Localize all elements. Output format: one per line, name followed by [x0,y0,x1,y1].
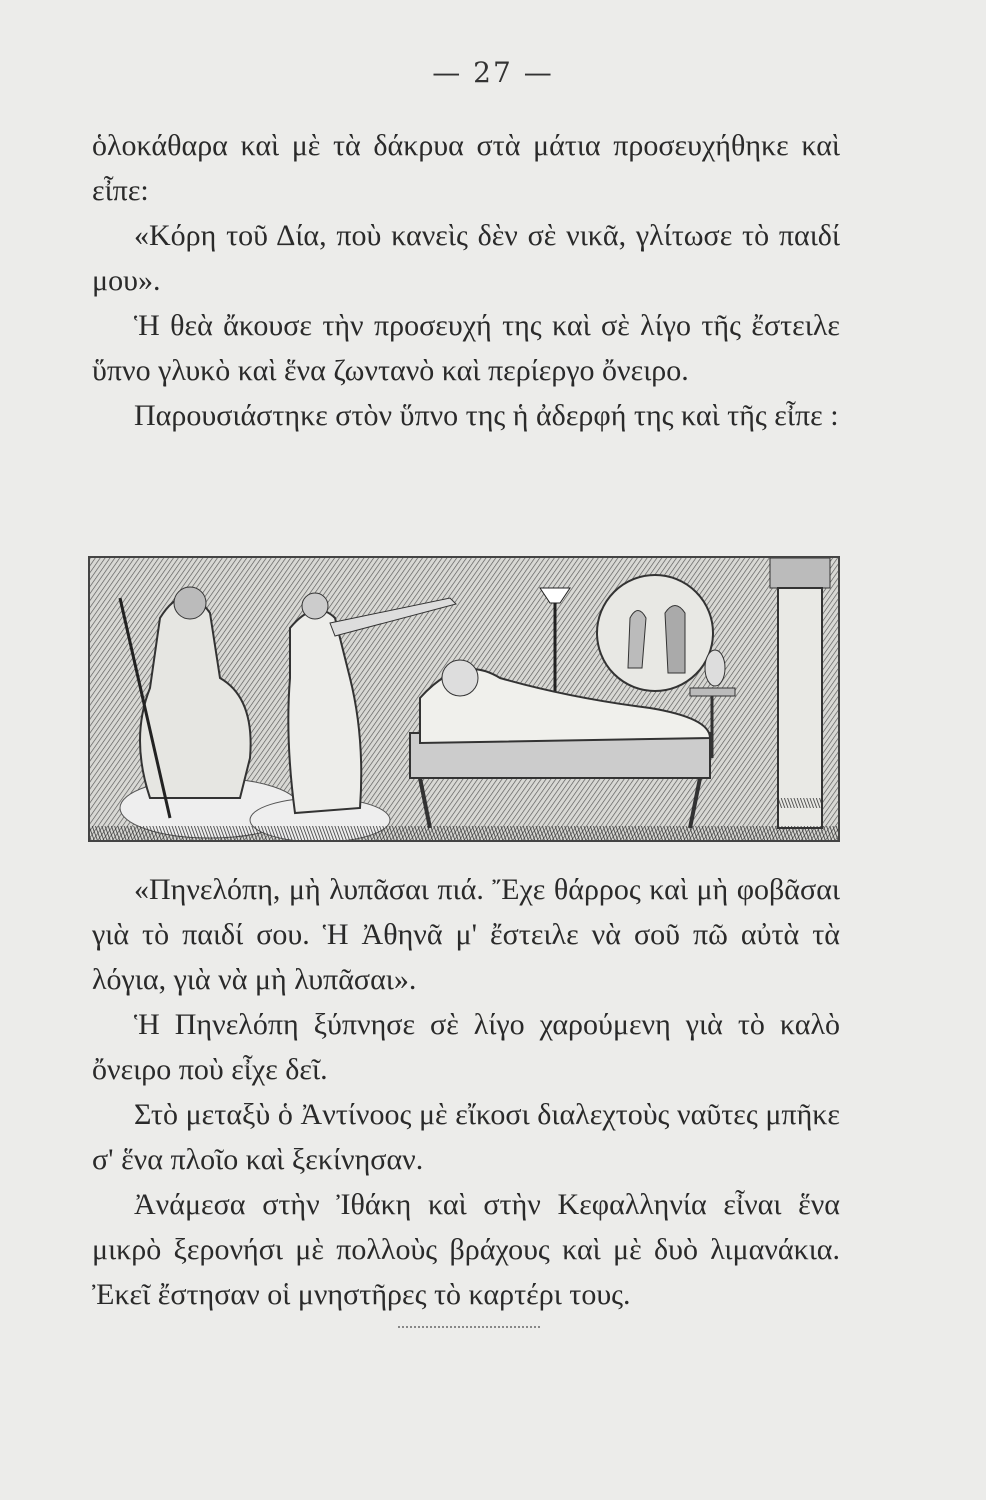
page-number: — 27 — [432,56,554,89]
paragraph: Παρουσιάστηκε στὸν ὕπνο της ἡ ἀδερφή της καὶ τῆς εἶπε : [134,399,839,432]
paragraph: Στὸ μεταξὺ ὁ Ἀντίνοος μὲ εἴκοσι διαλεχτοὺς ναῦτες μπῆκε σ' ἕνα πλοῖο καὶ ξεκίνησαν. [92,1098,840,1176]
text-block-top [92,123,840,438]
engraving-image [90,558,838,840]
paragraph: Ἡ θεὰ ἄκουσε τὴν προσευχή της καὶ σὲ λίγο τῆς ἔστειλε ὕπνο γλυκὸ καὶ ἕνα ζωντανὸ καὶ περίεργο ὄνειρο. [92,309,840,387]
paragraph: Ἀνάμεσα στὴν Ἰθάκη καὶ στὴν Κεφαλληνία εἶναι ἕνα μικρὸ ξερονήσι μὲ πολλοὺς βράχους καὶ μὲ δυὸ λιμανάκια. Ἐκεῖ ἔστησαν οἱ μνηστῆρες τὸ καρτέρι τους. [92,1188,840,1311]
end-divider [398,1326,540,1328]
paragraph: ὁλοκάθαρα καὶ μὲ τὰ δάκρυα στὰ μάτια προσευχήθηκε καὶ εἶπε: [92,129,840,207]
text-block-bottom [92,867,840,1317]
paragraph: «Κόρη τοῦ Δία, ποὺ κανεὶς δὲν σὲ νικᾶ, γλίτωσε τὸ παιδί μου». [92,219,840,297]
engraving-illustration [88,556,840,842]
paragraph: Ἡ Πηνελόπη ξύπνησε σὲ λίγο χαρούμενη γιὰ τὸ καλὸ ὄνειρο ποὺ εἶχε δεῖ. [92,1008,840,1086]
paragraph: «Πηνελόπη, μὴ λυπᾶσαι πιά. Ἔχε θάρρος καὶ μὴ φοβᾶσαι γιὰ τὸ παιδί σου. Ἡ Ἀθηνᾶ μ' ἔστειλε νὰ σοῦ πῶ αὐτὰ τὰ λόγια, γιὰ νὰ μὴ λυπᾶσαι». [92,873,840,996]
